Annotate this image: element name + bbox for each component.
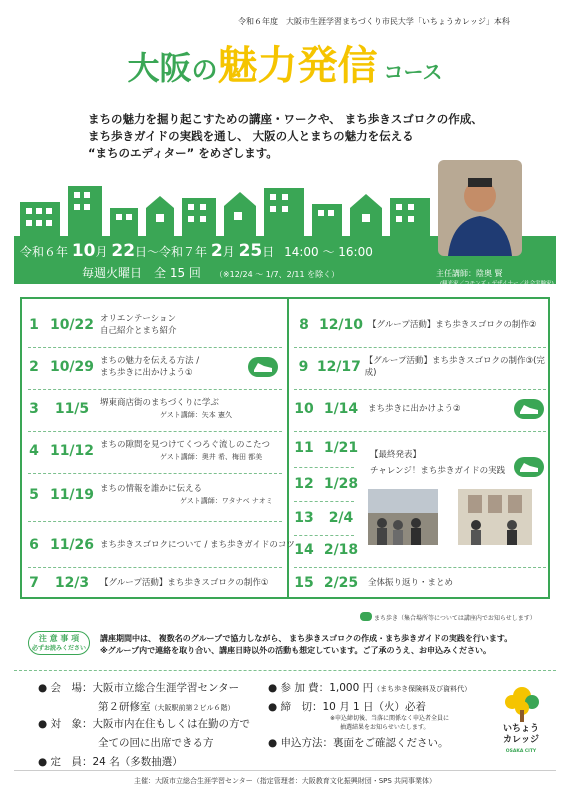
walk-photo bbox=[458, 489, 532, 545]
schedule-row: 10 1/14 まち歩きに出かけよう② bbox=[294, 401, 461, 417]
schedule-row: 5 11/19 まちの情報を誰かに伝える ゲスト講師：ワタナベ ナオミ bbox=[29, 484, 273, 505]
city-skyline-illustration bbox=[14, 178, 444, 238]
final-presentation: 【最終発表】 チャレンジ！まち歩きガイドの実践 bbox=[370, 450, 506, 476]
title-course: コース bbox=[383, 60, 443, 84]
schedule-row: 6 11/26 まち歩きスゴロクについて / まち歩きガイドのコツ bbox=[29, 537, 295, 553]
lecturer-name: 主任講師：陰奥 賢 bbox=[436, 269, 503, 278]
target: ● 対 象：大阪市内在住もしくは在勤の方で bbox=[38, 718, 250, 730]
schedule-row: 2 10/29 まちの魅力を伝える方法 / まち歩きに出かけよう① bbox=[29, 356, 200, 378]
intro-line: まちの魅力を掘り起こすための講座・ワークや、 まち歩きスゴロクの作成、 bbox=[88, 112, 483, 126]
page-title bbox=[0, 43, 570, 89]
walk-shoe-icon bbox=[514, 457, 544, 477]
schedule-row: 13 2/4 bbox=[294, 510, 354, 526]
schedule-row: 7 12/3 【グループ活動】まち歩きスゴロクの制作① bbox=[29, 575, 269, 591]
footer: 主催：大阪市立総合生涯学習センター（指定管理者：大阪教育文化振興財団・SPS 共同事業体） bbox=[133, 777, 437, 785]
capacity: ● 定 員：24 名（多数抽選） bbox=[38, 756, 183, 768]
schedule-table bbox=[20, 297, 550, 599]
schedule-row: 14 2/18 bbox=[294, 542, 359, 558]
walk-note: まち歩き（集合場所等については講座内でお知らせします） bbox=[374, 615, 536, 622]
schedule-row: 11 1/21 bbox=[294, 440, 359, 456]
venue: ● 会 場：大阪市立総合生涯学習センター bbox=[38, 682, 240, 694]
deadline-note: ※申込締切後、当落に関係なく申込者全員に 抽選結果をお知らせいたします。 bbox=[330, 715, 450, 731]
schedule-row: 8 12/10 【グループ活動】まち歩きスゴロクの制作② bbox=[299, 317, 537, 333]
footer-divider bbox=[14, 770, 556, 771]
ginkgo-logo-icon bbox=[500, 684, 544, 722]
apply-method: ● 申込方法：裏面をご確認ください。 bbox=[268, 737, 449, 749]
venue-room: 第２研修室（大阪駅前第２ビル６階） bbox=[98, 701, 235, 713]
lecturer-photo bbox=[438, 160, 522, 256]
intro-line: まち歩きガイドの実践を通し、 大阪の人とまちの魅力を伝える bbox=[88, 129, 414, 143]
program-note: 令和６年度 大阪市生涯学習まちづくり市民大学「いちょうカレッジ」本科 bbox=[238, 17, 510, 26]
schedule-row: 12 1/28 bbox=[294, 476, 359, 492]
schedule-row: 4 11/12 まちの隙間を見つけてくつろぐ流しのこたつ ゲスト講師：奥井 希、梅田 都美 bbox=[29, 440, 271, 461]
notice-text: 講座期間中は、 複数名のグループで協力しながら、 まち歩きスゴロクの作成・まち歩きガイドの実践を行います。 ※グループ内で連絡を取り合い、講座日時以外の活動も想定しています。ご了承のうえ、お申込みください。 bbox=[100, 634, 513, 655]
walk-photo bbox=[368, 489, 438, 545]
target-2: 全ての回に出席できる方 bbox=[98, 737, 214, 749]
walk-shoe-icon bbox=[360, 612, 372, 621]
course-frequency: 毎週火曜日 全 15 回 （※12/24 〜 1/7、2/11 を除く） bbox=[82, 266, 340, 280]
college-logo-text: いちょう カレッジ OSAKA CITY bbox=[502, 724, 539, 754]
title-main: 魅力発信 bbox=[217, 43, 378, 89]
schedule-row: 9 12/17 【グループ活動】まち歩きスゴロクの制作③(完成) bbox=[298, 356, 545, 378]
fee: ● 参 加 費：1,000 円（まち歩き保険料及び資料代） bbox=[268, 682, 472, 694]
intro-text bbox=[88, 111, 483, 162]
divider bbox=[14, 670, 556, 671]
schedule-row: 1 10/22 オリエンテーション 自己紹介とまち紹介 bbox=[29, 314, 177, 336]
notice-badge: 注 意 事 項 必ずお読みください bbox=[28, 631, 90, 655]
deadline: ● 締 切：10 月 1 日（火）必着 bbox=[268, 701, 427, 713]
title-osaka: 大阪 bbox=[127, 49, 192, 87]
course-dates: 令和６年 10月 22日〜令和７年 2月 25日 14:00 〜 16:00 bbox=[20, 241, 373, 261]
schedule-row: 15 2/25 全体振り返り・まとめ bbox=[294, 575, 454, 591]
title-no: の bbox=[191, 56, 218, 86]
lecturer-title: (観光家／コモンズ・デザイナー／社会実験家) bbox=[440, 281, 554, 287]
schedule-row: 3 11/5 堺東商店街のまちづくりに学ぶ ゲスト講師：矢本 憲久 bbox=[29, 398, 232, 419]
walk-shoe-icon bbox=[514, 399, 544, 419]
walk-shoe-icon bbox=[248, 357, 278, 377]
intro-line: “まちのエディター” をめざします。 bbox=[88, 146, 278, 160]
